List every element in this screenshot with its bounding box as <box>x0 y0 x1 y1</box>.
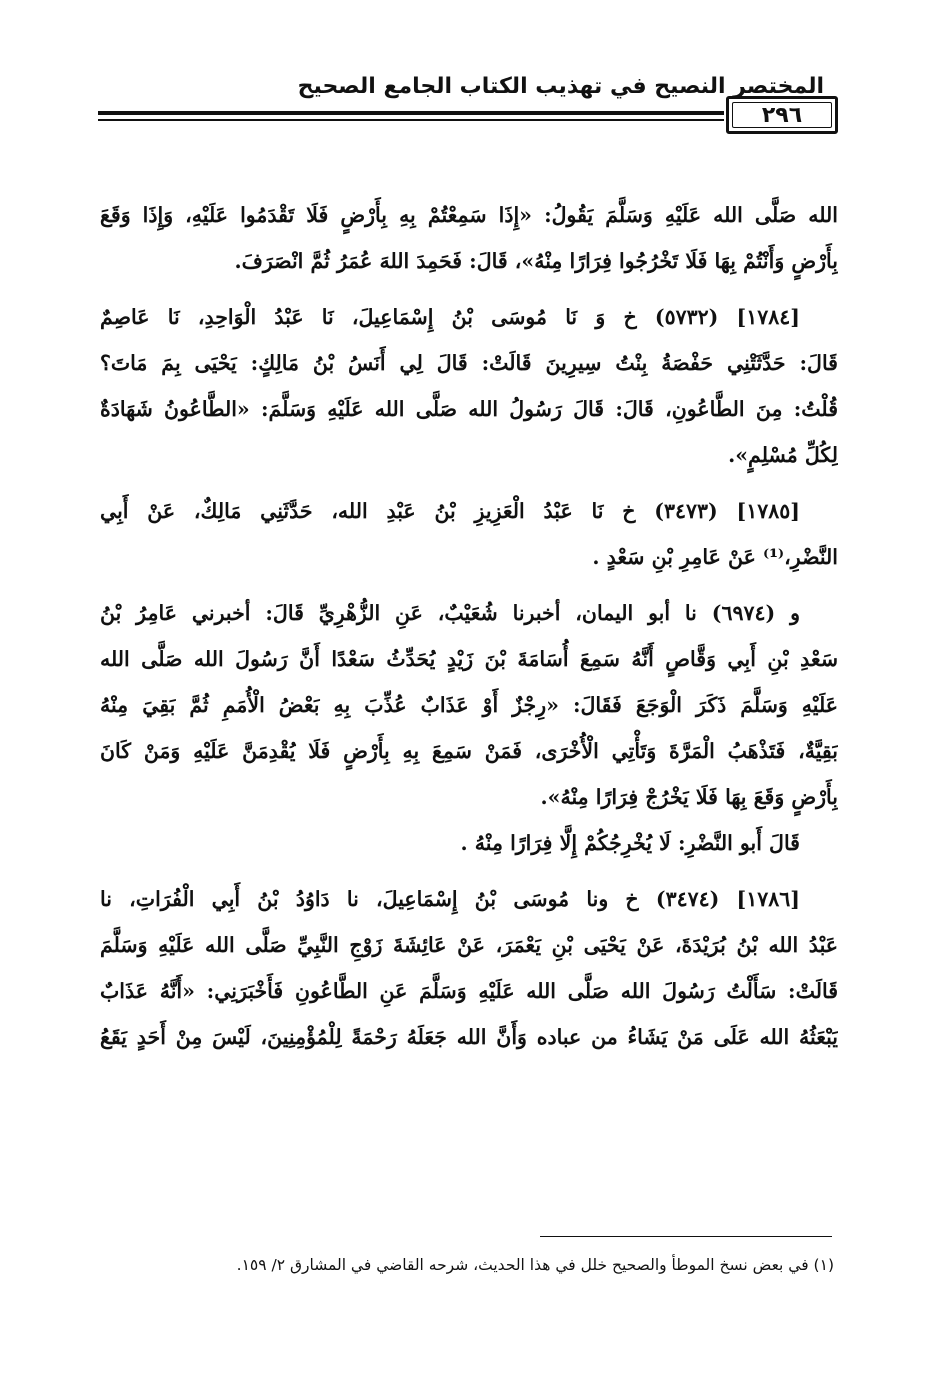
text-line: عَلَيْهِ وَسَلَّمَ ذَكَرَ الْوَجَعَ فَقَالَ: «رِجْزٌ أَوْ عَذَابٌ عُذِّبَ بِهِ بَعْضُ الْأُمَمِ ثُمَّ بَقِيَ مِنْهُ <box>100 693 838 717</box>
footnote: (١) في بعض نسخ الموطأ والصحيح خلل في هذا الحديث، شرحه القاضي في المشارق ٢/ ١٥٩. <box>236 1256 834 1274</box>
text-line: و (٦٩٧٤) نا أبو اليمان، أخبرنا شُعَيْبٌ، عَنِ الزُّهْرِيِّ قَالَ: أخبرني عَامِرُ بْنُ <box>100 601 800 625</box>
text-line: قَالَ: حَدَّثَتْنِي حَفْصَةُ بِنْتُ سِيرِينَ قَالَتْ: قَالَ لِي أَنَسُ بْنُ مَالِكٍ: يَحْيَى بِمَ مَاتَ؟ <box>100 351 838 375</box>
text-line: بَقِيَّةٌ، فَتَذْهَبُ الْمَرَّةَ وَتَأْتِي الْأُخْرَى، فَمَنْ سَمِعَ بِهِ بِأَرْضٍ فَلَا يُقْدِمَنَّ عَلَيْهِ وَمَنْ كَانَ <box>100 739 838 763</box>
text-line: عَبْدُ الله بْنُ بُرَيْدَةَ، عَنْ يَحْيَى بْنِ يَعْمَرَ، عَنْ عَائِشَةَ زَوْجِ النَّبِيِّ صَلَّى الله عَلَيْهِ وَسَلَّمَ <box>100 933 838 957</box>
text-line: بِأَرْضٍ وَأَنْتُمْ بِهَا فَلَا تَخْرُجُوا فِرَارًا مِنْهُ»، قَالَ: فَحَمِدَ اللهَ عُمَرُ ثُمَّ انْصَرَفَ. <box>234 249 838 273</box>
text-line: لِكُلِّ مُسْلِمٍ». <box>728 443 838 467</box>
text-line: يَبْعَثُهُ الله عَلَى مَنْ يَشَاءُ من عباده وَأَنَّ الله جَعَلَهُ رَحْمَةً لِلْمُؤْمِنِينَ، لَيْسَ مِنْ أَحَدٍ يَقَعُ <box>100 1025 838 1049</box>
body-text <box>100 192 838 1060</box>
page-number-box <box>726 96 838 134</box>
text-line: الله صَلَّى الله عَلَيْهِ وَسَلَّمَ يَقُولُ: «إِذَا سَمِعْتُمْ بِهِ بِأَرْضٍ فَلَا تَقْدَمُوا عَلَيْهِ، وَإِذَا وَقَعَ <box>100 203 838 227</box>
text-line: قَالَ أَبو النَّضْرِ: لَا يُخْرِجُكُمْ إِلَّا فِرَارًا مِنْهُ . <box>460 831 800 855</box>
hadith-1784-start: [١٧٨٤] (٥٧٣٢) خ وَ نَا مُوسَى بْنُ إِسْمَاعِيلَ، نَا عَبْدُ الْوَاحِدِ، نَا عَاصِمٌ <box>100 305 800 329</box>
text-line: قَالَتْ: سَأَلْتُ رَسُولَ الله صَلَّى الله عَلَيْهِ وَسَلَّمَ عَنِ الطَّاعُونِ فَأَخْبَرَنِي: «أَنَّهُ عَذَابٌ <box>100 979 838 1003</box>
text-line: النَّضْرِ،⁽¹⁾ عَنْ عَامِرِ بْنِ سَعْدٍ . <box>592 545 838 569</box>
hadith-1785-start: [١٧٨٥] (٣٤٧٣) خ نَا عَبْدُ الْعَزِيزِ بْنُ عَبْدِ الله، حَدَّثَنِي مَالِكٌ، عَنْ أَبِي <box>100 499 800 523</box>
hadith-1786-start: [١٧٨٦] (٣٤٧٤) خ ونا مُوسَى بْنُ إِسْمَاعِيلَ، نا دَاوُدُ بْنُ أَبِي الْفُرَاتِ، نا <box>100 887 800 911</box>
header-rule-thick <box>98 111 724 115</box>
text-line: سَعْدِ بْنِ أَبِي وَقَّاصٍ أَنَّهُ سَمِعَ أُسَامَةَ بْنَ زَيْدٍ يُحَدِّثُ سَعْدًا أَنَّ رَسُولَ الله صَلَّى الله <box>100 647 838 671</box>
footnote-divider <box>540 1236 832 1237</box>
text-line: بِأَرْضٍ وَقَعَ بِهَا فَلَا يَخْرُجْ فِرَارًا مِنْهُ». <box>540 785 838 809</box>
book-title: المختصر النصيح في تهذيب الكتاب الجامع الصحيح <box>297 74 824 99</box>
text-line: قُلْتُ: مِنَ الطَّاعُونِ، قَالَ: قَالَ رَسُولُ الله صَلَّى الله عَلَيْهِ وَسَلَّمَ: «الطَّاعُونُ شَهَادَةٌ <box>100 397 838 421</box>
page-header <box>98 62 838 142</box>
page-number: ٢٩٦ <box>761 102 803 128</box>
header-rule-thin <box>98 119 724 121</box>
